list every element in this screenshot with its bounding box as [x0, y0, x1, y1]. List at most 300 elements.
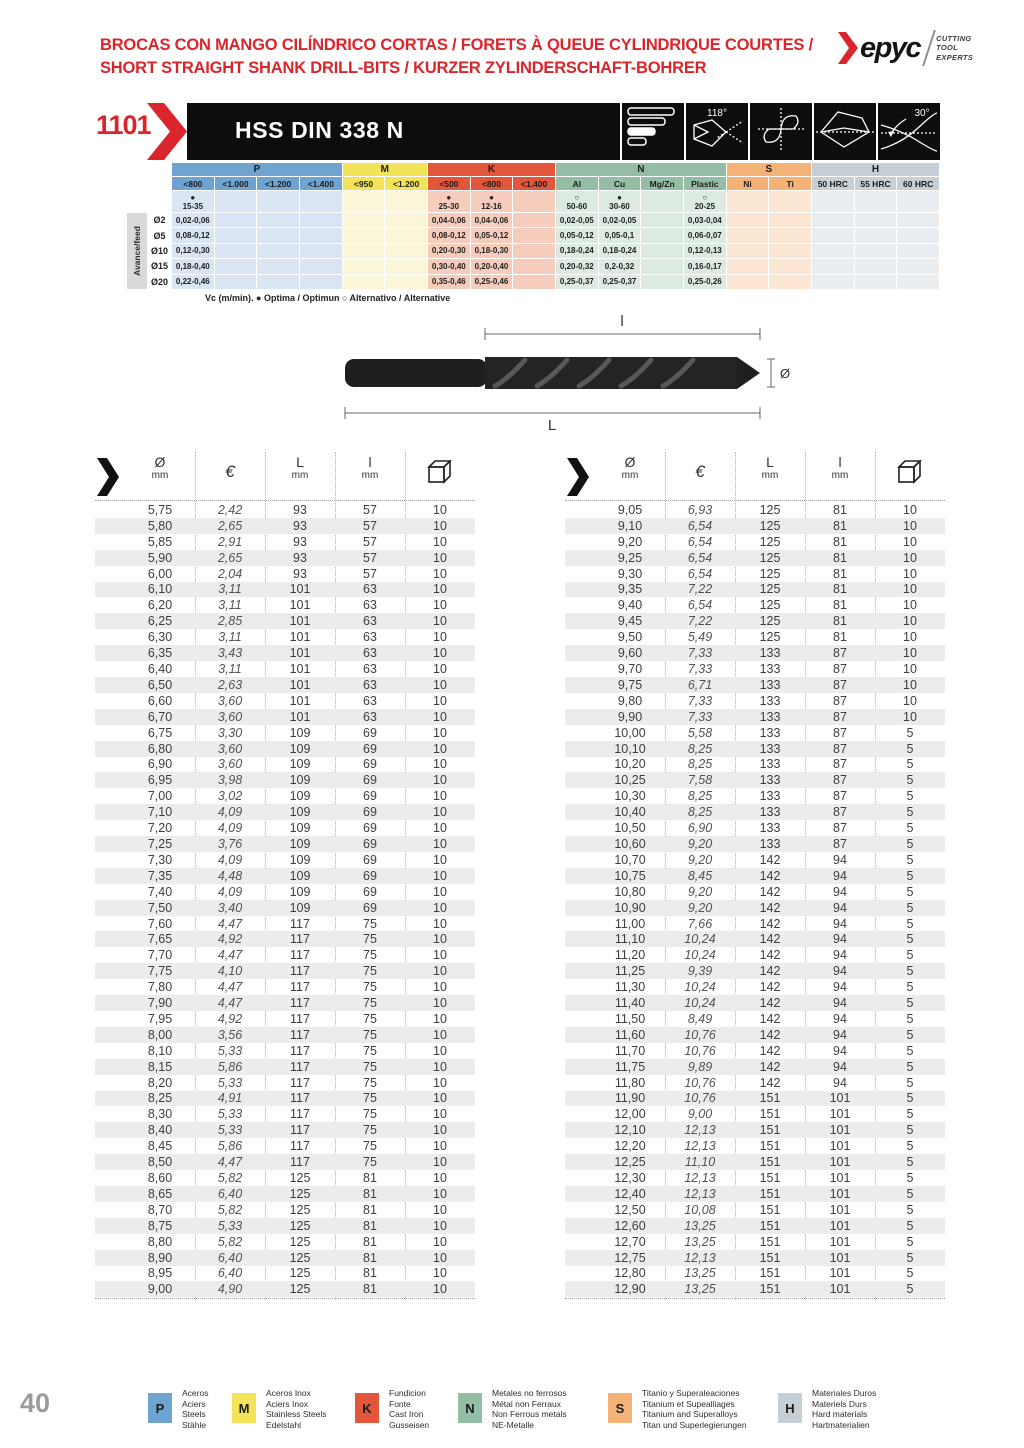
feed-cell	[727, 213, 769, 227]
total-length-cell: 125	[759, 614, 781, 629]
page-title-line2: SHORT STRAIGHT SHANK DRILL-BITS / KURZER ZYLINDERSCHAFT-BOHRER	[100, 59, 707, 77]
diameter-cell: 12,40	[614, 1186, 646, 1201]
feed-cell	[769, 228, 811, 242]
product-series-title: HSS DIN 338 N	[235, 117, 404, 143]
diameter-cell: 9,40	[617, 598, 643, 613]
feed-cell: 0,05-0,12	[471, 228, 513, 242]
hepyc-logo	[838, 30, 973, 66]
product-row	[565, 725, 945, 741]
pack-qty-cell: 5	[906, 948, 914, 963]
feed-cell	[300, 259, 342, 273]
product-row	[565, 995, 945, 1011]
cross-section-icon	[748, 103, 812, 160]
product-row	[95, 645, 475, 661]
price-cell: 13,25	[684, 1282, 716, 1297]
flute-length-cell: 87	[833, 821, 847, 836]
pack-qty-cell: 10	[433, 1091, 447, 1106]
diameter-cell: 10,70	[614, 852, 646, 867]
pack-qty-cell: 5	[906, 773, 914, 788]
vc-value: 15-35	[182, 201, 204, 211]
feed-cell	[855, 275, 897, 289]
pack-qty-cell: 10	[903, 534, 917, 549]
pack-qty-cell: 10	[433, 1250, 447, 1265]
flute-length-cell: 101	[829, 1091, 851, 1106]
feed-cell: 0,02-0,05	[556, 213, 598, 227]
product-row	[565, 963, 945, 979]
feed-cell	[769, 275, 811, 289]
feed-cell	[769, 244, 811, 258]
total-length-cell: 151	[759, 1186, 781, 1201]
feed-cell	[215, 259, 257, 273]
price-cell: 6,93	[687, 502, 713, 517]
total-length-cell: 125	[289, 1234, 311, 1249]
flute-length-cell: 69	[363, 805, 377, 820]
page-title-line1: BROCAS CON MANGO CILÍNDRICO CORTAS / FORETS À QUEUE CYLINDRIQUE COURTES /	[100, 36, 813, 54]
pack-qty-cell: 10	[433, 948, 447, 963]
price-cell: 10,24	[684, 996, 716, 1011]
pack-qty-cell: 5	[906, 1250, 914, 1265]
col-header-price: €	[225, 462, 235, 481]
flute-length-cell: 57	[363, 550, 377, 565]
feed-cell	[257, 213, 299, 227]
diameter-cell: 6,95	[147, 773, 173, 788]
vc-cell	[215, 191, 257, 212]
total-length-cell: 117	[290, 916, 310, 931]
product-row	[95, 757, 475, 773]
feed-cell	[727, 228, 769, 242]
diameter-cell: 6,90	[147, 757, 173, 772]
logo-slash	[922, 30, 936, 66]
total-length-cell: 109	[289, 852, 311, 867]
feed-cell: 0,20-0,30	[428, 244, 470, 258]
product-row	[95, 1138, 475, 1154]
flute-length-cell: 94	[833, 1043, 847, 1058]
price-cell: 6,54	[687, 534, 713, 549]
table-chevron-icon	[97, 458, 119, 496]
diameter-cell: 6,00	[147, 566, 173, 581]
price-cell: 2,91	[217, 534, 243, 549]
flute-length-cell: 81	[833, 614, 847, 629]
price-cell: 4,10	[217, 964, 243, 979]
feed-cell	[897, 213, 939, 227]
flute-length-cell: 63	[363, 677, 377, 692]
feed-cell	[343, 259, 385, 273]
price-cell: 4,92	[217, 932, 243, 947]
diameter-cell: 11,50	[614, 1011, 646, 1026]
feed-cell	[343, 275, 385, 289]
feed-cell	[812, 213, 854, 227]
diameter-cell: 9,75	[617, 677, 643, 692]
price-cell: 3,56	[217, 1027, 243, 1042]
pack-qty-cell: 10	[433, 789, 447, 804]
diameter-cell: 7,95	[147, 1011, 173, 1026]
page-number: 40	[20, 1388, 51, 1418]
flute-length-cell: 75	[363, 948, 377, 963]
price-cell: 5,82	[217, 1202, 243, 1217]
flute-length-cell: 94	[833, 1011, 847, 1026]
legend-item-N	[458, 1388, 567, 1430]
flute-length-cell: 81	[833, 630, 847, 645]
product-row	[95, 582, 475, 598]
product-row	[565, 1138, 945, 1154]
vc-cell	[897, 191, 939, 212]
flute-length-cell: 81	[363, 1266, 377, 1281]
total-length-cell: 101	[289, 662, 311, 677]
product-row	[565, 709, 945, 725]
feed-cell	[257, 259, 299, 273]
total-length-cell: 125	[759, 598, 781, 613]
pack-qty-cell: 10	[433, 725, 447, 740]
flute-length-cell: 69	[363, 900, 377, 915]
price-cell: 5,33	[217, 1043, 243, 1058]
vc-cell	[855, 191, 897, 212]
price-cell: 5,33	[217, 1218, 243, 1233]
pack-qty-cell: 10	[433, 646, 447, 661]
price-cell: 8,49	[687, 1011, 713, 1026]
price-cell: 12,13	[684, 1171, 716, 1186]
flute-length-cell: 94	[833, 916, 847, 931]
vc-cell	[812, 191, 854, 212]
diameter-cell: 6,60	[147, 693, 173, 708]
price-table-left	[95, 452, 475, 1304]
diameter-cell: 10,30	[614, 789, 646, 804]
diameter-cell: 12,60	[614, 1218, 646, 1233]
total-length-cell: 101	[289, 582, 311, 597]
total-length-cell: 109	[289, 821, 311, 836]
product-family-code: 1101	[96, 110, 151, 140]
price-cell: 11,10	[684, 1155, 716, 1170]
price-cell: 3,11	[218, 662, 242, 677]
material-code-box: K	[355, 1393, 379, 1423]
price-cell: 4,09	[217, 852, 243, 867]
product-row	[95, 1075, 475, 1091]
price-cell: 6,40	[217, 1186, 243, 1201]
diameter-cell: 10,50	[614, 821, 646, 836]
diameter-cell: 6,80	[147, 741, 173, 756]
total-length-cell: 151	[759, 1107, 781, 1122]
price-cell: 4,90	[217, 1282, 243, 1297]
price-cell: 5,49	[687, 630, 713, 645]
flute-length-cell: 81	[363, 1250, 377, 1265]
flute-length-cell: 69	[363, 789, 377, 804]
flute-length-cell: 75	[363, 1139, 377, 1154]
total-length-cell: 117	[290, 1011, 310, 1026]
feed-cell: 0,2-0,32	[599, 259, 641, 273]
total-length-cell: 117	[290, 1075, 310, 1090]
flute-length-cell: 101	[829, 1266, 851, 1281]
product-row	[565, 1202, 945, 1218]
product-row	[565, 518, 945, 534]
product-row	[565, 502, 945, 518]
vc-cell	[556, 191, 598, 212]
flute-length-cell: 75	[363, 996, 377, 1011]
pack-qty-cell: 10	[903, 518, 917, 533]
total-length-cell: 151	[759, 1266, 781, 1281]
feed-cell: 0,22-0,46	[172, 275, 214, 289]
feed-cell	[641, 275, 683, 289]
flute-length-cell: 94	[833, 884, 847, 899]
feed-cell	[385, 244, 427, 258]
product-row	[95, 884, 475, 900]
speed-subcol-header: <950	[343, 177, 385, 190]
product-row	[95, 931, 475, 947]
feed-cell	[257, 244, 299, 258]
product-row	[565, 916, 945, 932]
speed-group-header: H	[812, 163, 939, 176]
product-row	[95, 1027, 475, 1043]
total-length-cell: 151	[759, 1123, 781, 1138]
speed-group-header: N	[556, 163, 726, 176]
feed-cell: 0,20-0,40	[471, 259, 513, 273]
diameter-cell: 8,80	[147, 1234, 173, 1249]
speed-subcol-header: 55 HRC	[855, 177, 897, 190]
diameter-cell: 8,25	[147, 1091, 173, 1106]
product-row	[95, 1234, 475, 1250]
product-row	[95, 1250, 475, 1266]
diameter-cell: 8,15	[147, 1059, 173, 1074]
diameter-cell: 12,80	[614, 1266, 646, 1281]
flute-length-cell: 81	[833, 566, 847, 581]
total-length-cell: 109	[289, 884, 311, 899]
total-length-cell: 142	[759, 1059, 781, 1074]
product-row	[95, 725, 475, 741]
feed-row-label: Ø20	[148, 275, 171, 289]
price-cell: 6,71	[687, 677, 713, 692]
total-length-cell: 109	[289, 773, 311, 788]
pack-qty-cell: 10	[433, 805, 447, 820]
legend-item-H	[778, 1388, 876, 1430]
banner-icons	[620, 103, 940, 160]
feed-cell	[812, 244, 854, 258]
feed-cell	[385, 259, 427, 273]
price-cell: 9,20	[687, 836, 713, 851]
total-length-cell: 117	[290, 1155, 310, 1170]
product-row	[95, 1281, 475, 1297]
header-rule	[565, 500, 945, 501]
diameter-cell: 9,20	[617, 534, 643, 549]
price-cell: 5,58	[687, 725, 713, 740]
feed-cell	[769, 259, 811, 273]
price-cell: 6,54	[687, 566, 713, 581]
diameter-cell: 6,40	[147, 662, 173, 677]
pack-qty-icon	[405, 460, 475, 489]
speed-subcol-header: <1.400	[300, 177, 342, 190]
flute-length-cell: 101	[829, 1186, 851, 1201]
flute-length-cell: 57	[363, 534, 377, 549]
pack-qty-cell: 10	[433, 900, 447, 915]
product-row	[95, 661, 475, 677]
price-cell: 9,39	[687, 964, 713, 979]
vc-marker: ●	[489, 192, 494, 202]
logo-brand-text: epyc	[860, 31, 921, 64]
pack-qty-cell: 10	[433, 1234, 447, 1249]
product-row	[95, 900, 475, 916]
pack-qty-cell: 10	[903, 646, 917, 661]
feed-cell	[343, 213, 385, 227]
feed-cell	[727, 259, 769, 273]
total-length-cell: 101	[289, 598, 311, 613]
product-row	[95, 820, 475, 836]
price-cell: 6,54	[687, 550, 713, 565]
total-length-cell: 125	[759, 566, 781, 581]
product-row	[95, 534, 475, 550]
banner	[187, 103, 940, 160]
product-row	[565, 550, 945, 566]
price-cell: 6,90	[687, 821, 713, 836]
total-length-cell: 133	[759, 789, 781, 804]
pack-qty-cell: 10	[433, 741, 447, 756]
logo-tagline: CUTTING TOOL EXPERTS	[936, 33, 974, 62]
diameter-cell: 12,75	[614, 1250, 646, 1265]
feed-axis-label-text: Avance/feed	[132, 226, 143, 276]
total-length-cell: 109	[289, 789, 311, 804]
helix-angle-label: 30°	[914, 108, 930, 119]
price-cell: 5,33	[217, 1107, 243, 1122]
pack-qty-cell: 5	[906, 964, 914, 979]
price-cell: 2,65	[217, 518, 243, 533]
total-length-cell: 117	[290, 1139, 310, 1154]
total-length-cell: 151	[759, 1250, 781, 1265]
product-row	[565, 1059, 945, 1075]
speed-subcol-header: <1.000	[215, 177, 257, 190]
price-cell: 4,47	[217, 996, 243, 1011]
price-cell: 8,25	[687, 805, 713, 820]
diameter-cell: 8,40	[147, 1123, 173, 1138]
vc-cell	[343, 191, 385, 212]
price-cell: 9,20	[687, 900, 713, 915]
pack-qty-cell: 10	[433, 996, 447, 1011]
feed-cell	[897, 228, 939, 242]
flute-length-cell: 57	[363, 566, 377, 581]
price-cell: 4,09	[217, 884, 243, 899]
feed-cell	[812, 228, 854, 242]
pack-qty-cell: 10	[433, 1123, 447, 1138]
total-length-cell: 133	[759, 709, 781, 724]
flute-length-cell: 75	[363, 1027, 377, 1042]
total-length-cell: 101	[289, 646, 311, 661]
speed-subcol-header: 60 HRC	[897, 177, 939, 190]
legend-item-M	[232, 1388, 326, 1430]
flute-length-cell: 75	[363, 1107, 377, 1122]
flute-length-cell: 57	[363, 518, 377, 533]
pack-qty-cell: 5	[906, 1282, 914, 1297]
feed-cell	[513, 275, 555, 289]
diameter-cell: 8,50	[147, 1155, 173, 1170]
diameter-label: Ø	[780, 366, 791, 381]
vc-marker: ○	[702, 192, 708, 202]
speed-group-header: S	[727, 163, 811, 176]
diameter-cell: 8,75	[147, 1218, 173, 1233]
feed-cell: 0,18-0,40	[172, 259, 214, 273]
pack-qty-cell: 10	[433, 1107, 447, 1122]
total-length-cell: 151	[759, 1282, 781, 1297]
col-header-flute-length: l mm	[831, 454, 849, 481]
flute-length-cell: 63	[363, 598, 377, 613]
pack-qty-cell: 10	[433, 1266, 447, 1281]
col-header-total-length: L mm	[761, 454, 779, 481]
feed-cell: 0,30-0,40	[428, 259, 470, 273]
total-length-cell: 93	[293, 502, 307, 517]
flute-length-cell: 87	[833, 709, 847, 724]
pack-qty-cell: 5	[906, 884, 914, 899]
flute-length-cell: 63	[363, 582, 377, 597]
product-row	[565, 836, 945, 852]
flute-length-cell: 75	[363, 1123, 377, 1138]
feed-cell: 0,02-0,06	[172, 213, 214, 227]
product-row	[565, 645, 945, 661]
product-row	[565, 1186, 945, 1202]
total-length-cell: 125	[289, 1250, 311, 1265]
diameter-cell: 7,50	[147, 900, 173, 915]
diameter-cell: 10,40	[614, 805, 646, 820]
flute-length-cell: 69	[363, 836, 377, 851]
feed-cell: 0,25-0,46	[471, 275, 513, 289]
diameter-cell: 8,70	[147, 1202, 173, 1217]
pack-qty-cell: 5	[906, 789, 914, 804]
price-cell: 7,58	[687, 773, 713, 788]
feed-cell: 0,03-0,04	[684, 213, 726, 227]
vc-cell	[172, 191, 214, 212]
total-length-cell: 125	[759, 502, 781, 517]
pack-qty-cell: 10	[433, 534, 447, 549]
diameter-cell: 6,70	[147, 709, 173, 724]
price-cell: 2,65	[217, 550, 243, 565]
flute-length-cell: 81	[833, 550, 847, 565]
pack-qty-cell: 5	[906, 1218, 914, 1233]
feed-cell	[215, 244, 257, 258]
diameter-cell: 9,80	[617, 693, 643, 708]
feed-cell: 0,18-0,24	[599, 244, 641, 258]
pack-qty-cell: 10	[433, 1075, 447, 1090]
speed-subcol-header: <800	[471, 177, 513, 190]
flute-length-cell: 63	[363, 662, 377, 677]
vc-value: 12-16	[481, 201, 502, 211]
diameter-cell: 11,80	[614, 1075, 646, 1090]
price-cell: 4,47	[217, 948, 243, 963]
price-cell: 7,33	[687, 693, 713, 708]
pack-qty-cell: 10	[433, 630, 447, 645]
feed-cell: 0,05-0,12	[556, 228, 598, 242]
total-length-cell: 117	[290, 996, 310, 1011]
pack-qty-cell: 5	[906, 900, 914, 915]
flute-length-cell: 87	[833, 646, 847, 661]
flute-length-cell: 94	[833, 964, 847, 979]
pack-qty-cell: 10	[433, 757, 447, 772]
vc-note: Vc (m/min). ● Optima / Optimun ○ Alternativo / Alternative	[205, 293, 451, 303]
legend-item-K	[355, 1388, 429, 1430]
price-cell: 3,60	[217, 709, 243, 724]
diameter-cell: 9,00	[147, 1282, 173, 1297]
pack-qty-cell: 10	[433, 852, 447, 867]
price-cell: 6,54	[687, 598, 713, 613]
vc-cell	[428, 191, 470, 212]
product-row	[95, 868, 475, 884]
total-length-cell: 142	[759, 868, 781, 883]
flute-length-cell: 69	[363, 757, 377, 772]
diameter-cell: 10,90	[614, 900, 646, 915]
vc-value: 20-25	[694, 201, 716, 211]
diameter-cell: 10,10	[614, 741, 646, 756]
price-cell: 3,02	[217, 789, 243, 804]
price-cell: 12,13	[684, 1123, 716, 1138]
diameter-cell: 11,25	[614, 964, 646, 979]
col-header-diameter: Ø mm	[151, 454, 169, 481]
vc-cell	[684, 191, 726, 212]
pack-qty-cell: 10	[903, 693, 917, 708]
diameter-cell: 7,90	[147, 996, 173, 1011]
price-cell: 10,76	[684, 1043, 716, 1058]
total-length-cell: 125	[289, 1171, 311, 1186]
